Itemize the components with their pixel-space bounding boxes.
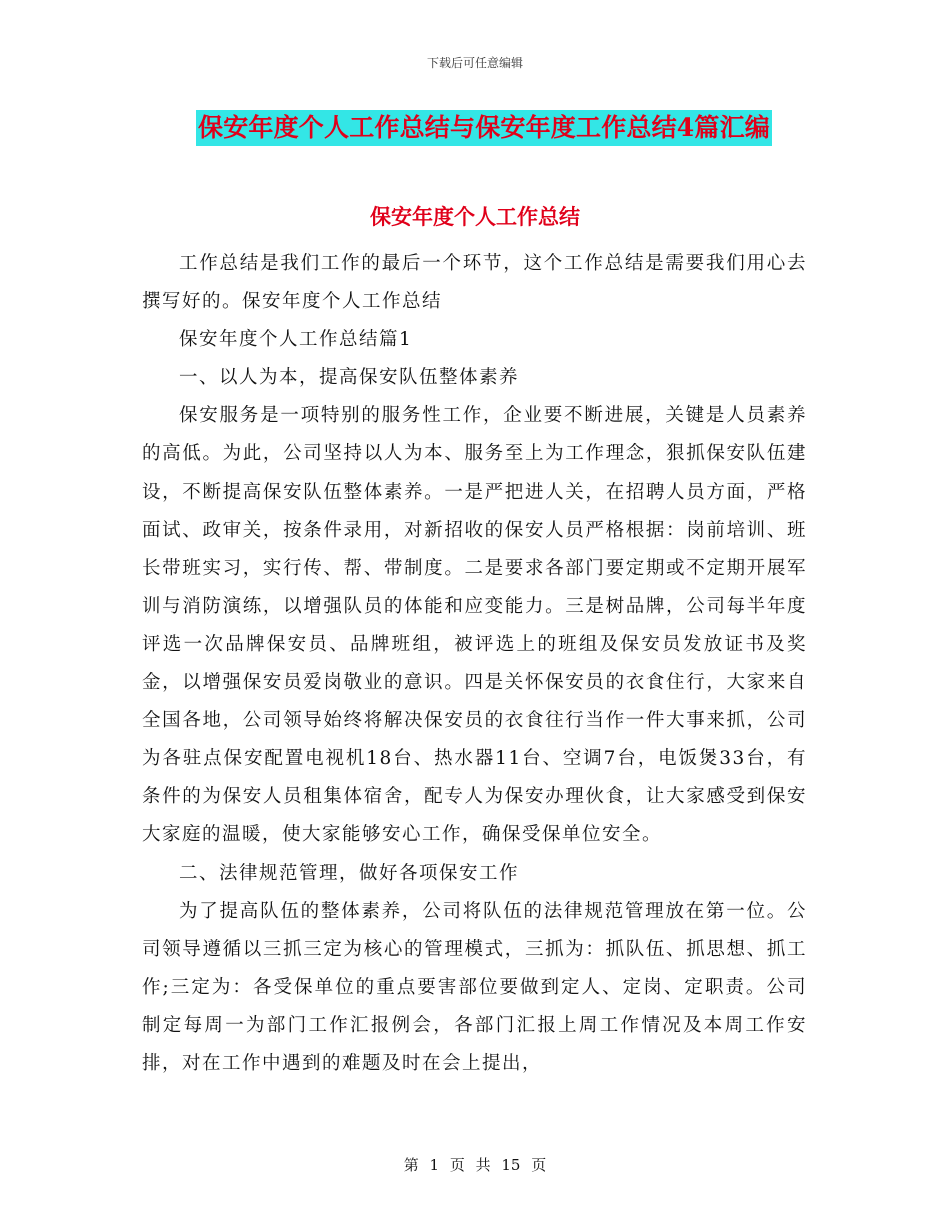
section-title: 保安年度个人工作总结 xyxy=(370,204,580,229)
section-heading-1: 一、以人为本，提高保安队伍整体素养 xyxy=(179,367,520,389)
article-heading: 保安年度个人工作总结篇1 xyxy=(179,329,413,351)
document-body xyxy=(142,245,807,1083)
body-paragraph-2: 为了提高队伍的整体素养，公司将队伍的法律规范管理放在第一位。公司领导遵循以三抓三定为核心的管理模式，三抓为：抓队伍、抓思想、抓工作;三定为：各受保单位的重点要害部位要做到定人、定岗、定职责。公司制定每周一为部门工作汇报例会，各部门汇报上周工作情况及本周工作安排，对在工作中遇到的难题及时在会上提出， xyxy=(142,900,807,1074)
body-paragraph-1: 保安服务是一项特别的服务性工作，企业要不断进展，关键是人员素养的高低。为此，公司坚持以人为本、服务至上为工作理念，狠抓保安队伍建设，不断提高保安队伍整体素养。一是严把进人关，在招聘人员方面，严格面试、政审关，按条件录用，对新招收的保安人员严格根据：岗前培训、班长带班实习，实行传、帮、带制度。二是要求各部门要定期或不定期开展军训与消防演练，以增强队员的体能和应变能力。三是树品牌，公司每半年度评选一次品牌保安员、品牌班组，被评选上的班组及保安员发放证书及奖金，以增强保安员爱岗敬业的意识。四是关怀保安员的衣食住行，大家来自全国各地，公司领导始终将解决保安员的衣食往行当作一件大事来抓，公司为各驻点保安配置电视机18台、热水器11台、空调7台，电饭煲33台，有条件的为保安人员租集体宿舍，配专人为保安办理伙食，让大家感受到保安大家庭的温暖，使大家能够安心工作，确保受保单位安全。 xyxy=(142,405,807,846)
intro-paragraph: 工作总结是我们工作的最后一个环节，这个工作总结是需要我们用心去撰写好的。保安年度个人工作总结 xyxy=(142,253,807,313)
document-title: 保安年度个人工作总结与保安年度工作总结4篇汇编 xyxy=(196,110,772,146)
page-number-footer: 第 1 页 共 15 页 xyxy=(403,1156,547,1174)
section-heading-2: 二、法律规范管理，做好各项保安工作 xyxy=(179,862,520,884)
page-header-note: 下载后可任意编辑 xyxy=(426,56,523,70)
